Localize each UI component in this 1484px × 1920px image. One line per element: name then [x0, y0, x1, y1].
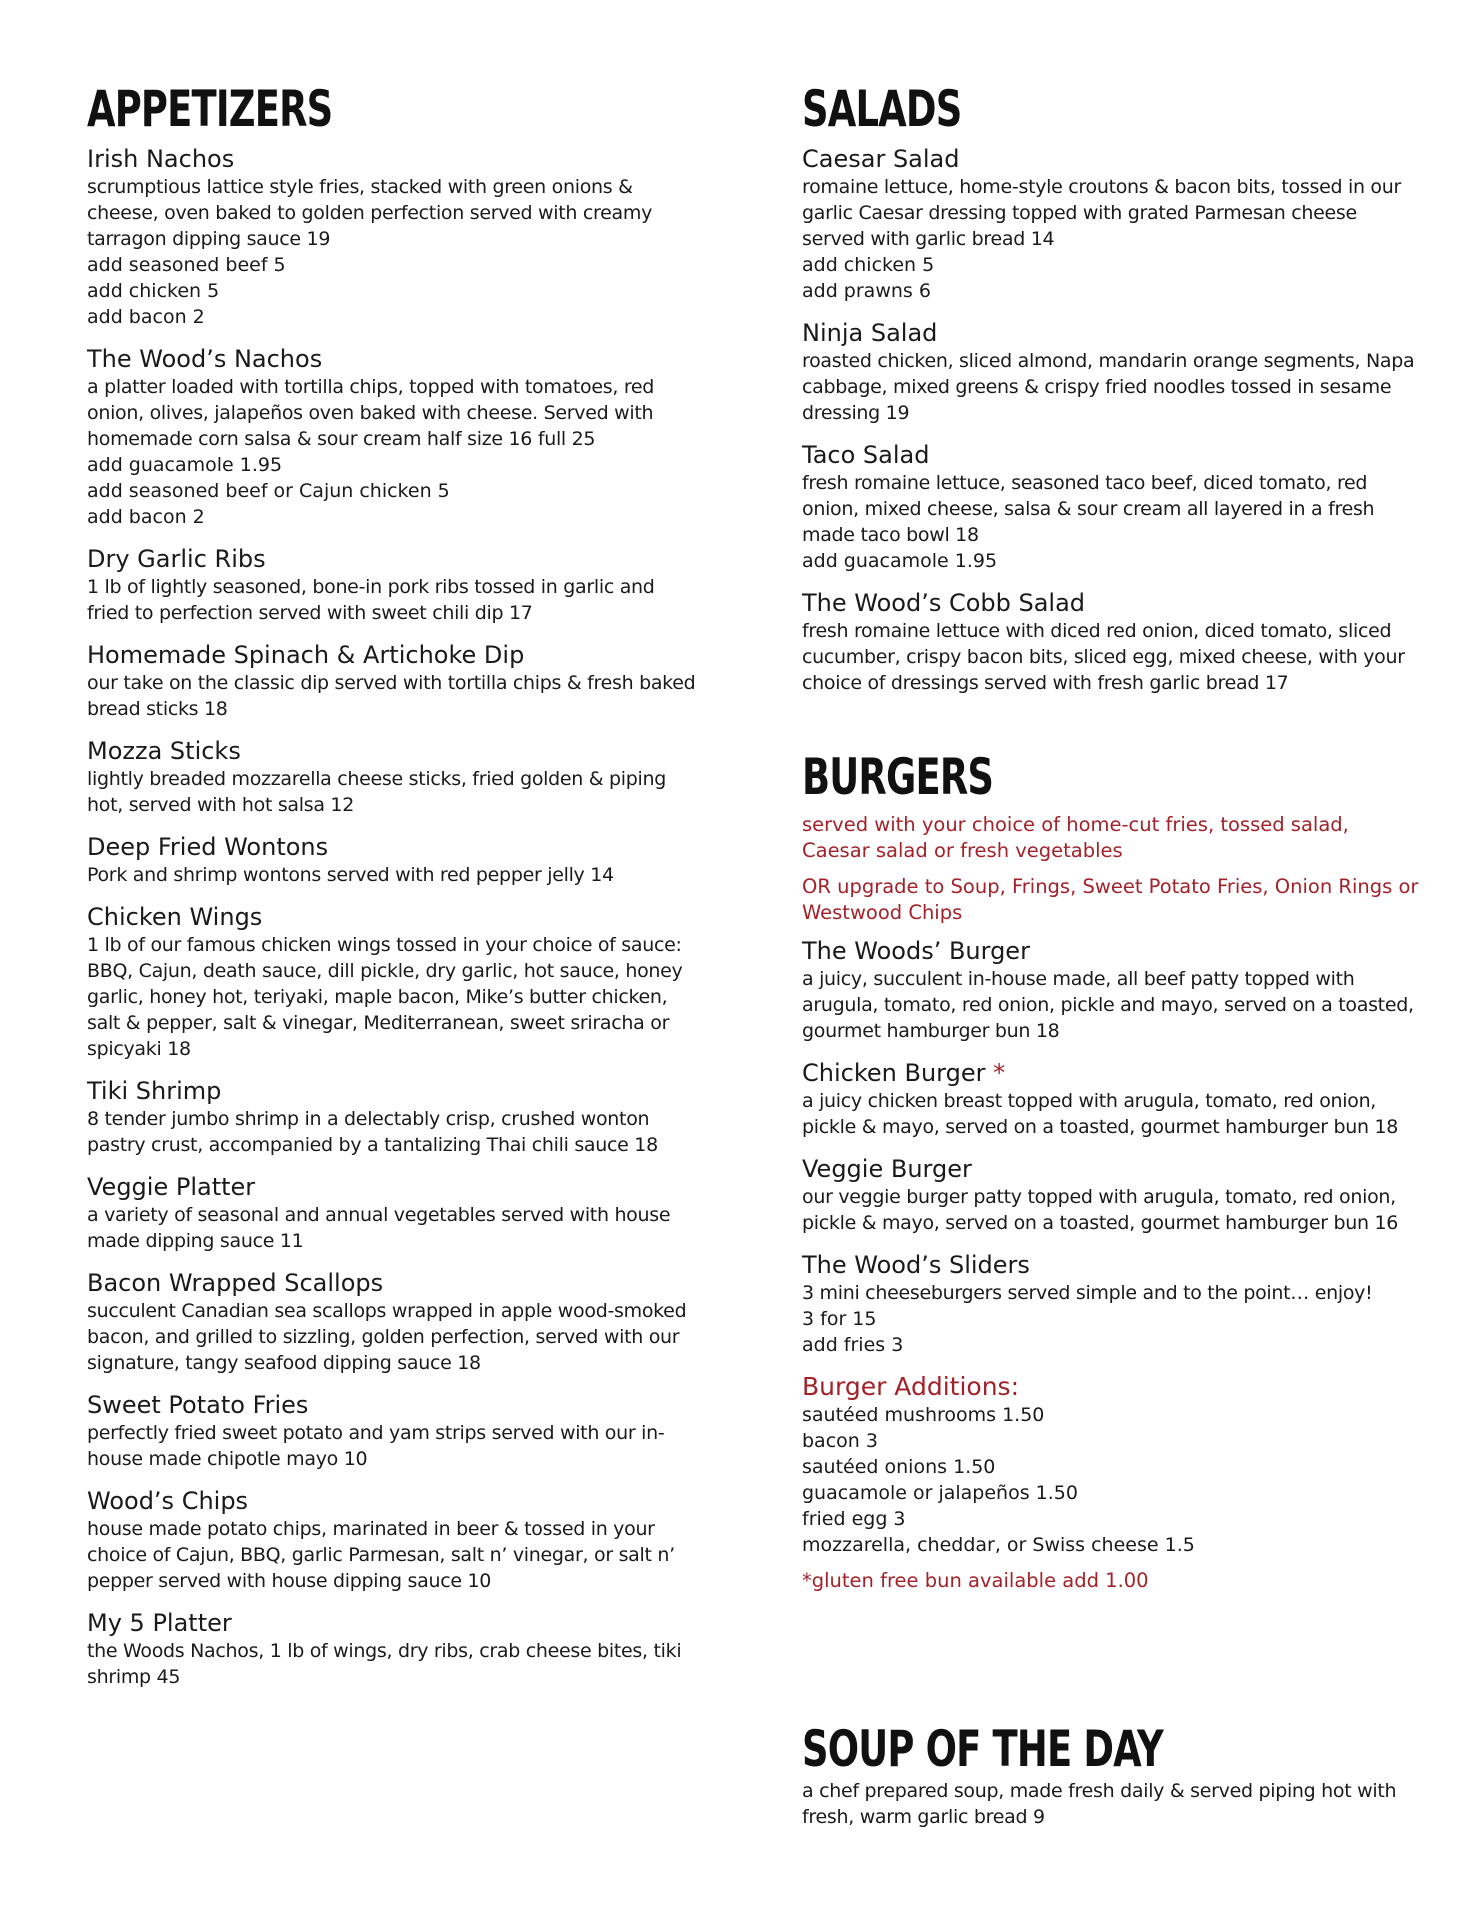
salad-list: [802, 144, 1422, 696]
menu-item: [87, 736, 697, 818]
item-name-text: The Wood’s Sliders: [802, 1251, 1030, 1279]
item-name: [802, 440, 1422, 470]
item-desc: a juicy, succulent in-house made, all beef patty topped with arugula, tomato, red onion, pickle and mayo, served on a toasted, gourmet hamburger bun 18: [802, 968, 1414, 1042]
item-name: [87, 144, 697, 174]
item-addon: add seasoned beef or Cajun chicken 5: [87, 480, 450, 502]
item-addon: add prawns 6: [802, 280, 931, 302]
item-desc: house made potato chips, marinated in beer & tossed in your choice of Cajun, BBQ, garlic Parmesan, salt n’ vinegar, or salt n’ pepper served with house dipping sauce 10: [87, 1518, 675, 1592]
burger-addition: guacamole or jalapeños 1.50: [802, 1482, 1078, 1504]
menu-item: [802, 318, 1422, 426]
item-desc: fresh romaine lettuce, seasoned taco beef, diced tomato, red onion, mixed cheese, salsa & sour cream all layered in a fresh made taco bowl 18: [802, 472, 1375, 546]
salads-title: SALADS: [802, 80, 962, 138]
item-desc: our take on the classic dip served with tortilla chips & fresh baked bread sticks 18: [87, 672, 696, 720]
menu-item: [87, 832, 697, 888]
item-name-text: The Woods’ Burger: [802, 937, 1030, 965]
item-desc: fresh romaine lettuce with diced red onion, diced tomato, sliced cucumber, crispy bacon bits, sliced egg, mixed cheese, with your choice of dressings served with fresh garlic bread 17: [802, 620, 1405, 694]
menu-item: [802, 1154, 1422, 1236]
menu-item: [87, 1172, 697, 1254]
item-name-text: The Wood’s Cobb Salad: [802, 589, 1086, 617]
menu-item: [87, 1486, 697, 1594]
item-name: [87, 902, 697, 932]
item-name: [802, 144, 1422, 174]
burger-addition: mozzarella, cheddar, or Swiss cheese 1.5: [802, 1534, 1195, 1556]
item-desc: 3 mini cheeseburgers served simple and to the point… enjoy!: [802, 1282, 1373, 1304]
burger-additions-title: Burger Additions:: [802, 1372, 1019, 1401]
item-desc: a variety of seasonal and annual vegetables served with house made dipping sauce 11: [87, 1204, 671, 1252]
soup-title: SOUP OF THE DAY: [802, 1720, 1163, 1778]
menu-item: [87, 1390, 697, 1472]
item-name-text: My 5 Platter: [87, 1609, 232, 1637]
salads-section: [802, 82, 1422, 710]
menu-item: [87, 902, 697, 1062]
item-name: [87, 1486, 697, 1516]
burgers-sides-note: served with your choice of home-cut fries, tossed salad, Caesar salad or fresh vegetables: [802, 813, 1349, 862]
soup-section: [802, 1722, 1422, 1830]
item-name-text: Veggie Burger: [802, 1155, 972, 1183]
item-name-text: Chicken Burger: [802, 1059, 986, 1087]
right-column: [802, 82, 1422, 1912]
item-desc: 1 lb of our famous chicken wings tossed in your choice of sauce: BBQ, Cajun, death sauce, dill pickle, dry garlic, hot sauce, honey garlic, honey hot, teriyaki, maple bacon, Mike’s butter chicken, salt & pepper, salt & vinegar, Mediterranean, sweet sriracha or spicyaki 18: [87, 934, 683, 1060]
item-addon: add fries 3: [802, 1334, 904, 1356]
menu-item: [802, 1058, 1422, 1140]
item-desc: lightly breaded mozzarella cheese sticks, fried golden & piping hot, served with hot salsa 12: [87, 768, 667, 816]
menu-item: [87, 1268, 697, 1376]
item-name-text: The Wood’s Nachos: [87, 345, 323, 373]
burger-addition: fried egg 3: [802, 1508, 906, 1530]
appetizer-list: [87, 144, 697, 1690]
item-name-text: Dry Garlic Ribs: [87, 545, 266, 573]
item-name: [802, 1250, 1422, 1280]
burgers-section: [802, 750, 1422, 1604]
item-name-text: Deep Fried Wontons: [87, 833, 329, 861]
item-name-text: Veggie Platter: [87, 1173, 256, 1201]
item-addon: add seasoned beef 5: [87, 254, 286, 276]
burger-list: [802, 936, 1422, 1358]
menu-item: [87, 1608, 697, 1690]
burger-addition: bacon 3: [802, 1430, 878, 1452]
menu-item: [87, 544, 697, 626]
item-desc: a juicy chicken breast topped with arugula, tomato, red onion, pickle & mayo, served on a toasted, gourmet hamburger bun 18: [802, 1090, 1399, 1138]
item-name: [87, 344, 697, 374]
item-name: [87, 1608, 697, 1638]
item-name-text: Caesar Salad: [802, 145, 960, 173]
burgers-title: BURGERS: [802, 748, 994, 806]
item-name: [87, 832, 697, 862]
menu-item: [87, 1076, 697, 1158]
burger-addition: sautéed mushrooms 1.50: [802, 1404, 1045, 1426]
item-name: [802, 1058, 1422, 1088]
item-name-text: Homemade Spinach & Artichoke Dip: [87, 641, 525, 669]
item-name-text: Irish Nachos: [87, 145, 235, 173]
item-name-text: Wood’s Chips: [87, 1487, 249, 1515]
item-desc: the Woods Nachos, 1 lb of wings, dry ribs, crab cheese bites, tiki shrimp 45: [87, 1640, 682, 1688]
item-desc: 1 lb of lightly seasoned, bone-in pork ribs tossed in garlic and fried to perfection served with sweet chili dip 17: [87, 576, 655, 624]
gluten-free-star: *: [993, 1059, 1006, 1087]
menu-item: [802, 1250, 1422, 1358]
item-addon: add bacon 2: [87, 306, 205, 328]
burger-addition: sautéed onions 1.50: [802, 1456, 996, 1478]
item-addon: add guacamole 1.95: [87, 454, 283, 476]
menu-item: [87, 144, 697, 330]
soup-desc: a chef prepared soup, made fresh daily & served piping hot with fresh, warm garlic bread 9: [802, 1780, 1397, 1828]
item-name: [87, 1268, 697, 1298]
item-desc: romaine lettuce, home-style croutons & bacon bits, tossed in our garlic Caesar dressing topped with grated Parmesan cheese served with garlic bread 14: [802, 176, 1402, 250]
appetizers-section: [87, 82, 697, 1704]
burger-additions-list: [802, 1402, 1422, 1558]
item-name: [802, 1154, 1422, 1184]
item-name-text: Ninja Salad: [802, 319, 938, 347]
item-name: [87, 544, 697, 574]
item-desc: 8 tender jumbo shrimp in a delectably crisp, crushed wonton pastry crust, accompanied by a tantalizing Thai chili sauce 18: [87, 1108, 658, 1156]
item-name-text: Sweet Potato Fries: [87, 1391, 309, 1419]
gluten-free-note: *gluten free bun available add 1.00: [802, 1569, 1149, 1592]
item-name: [87, 640, 697, 670]
item-desc: our veggie burger patty topped with arugula, tomato, red onion, pickle & mayo, served on a toasted, gourmet hamburger bun 16: [802, 1186, 1399, 1234]
item-name: [87, 1390, 697, 1420]
menu-item: [802, 144, 1422, 304]
appetizers-title: APPETIZERS: [87, 80, 333, 138]
item-name: [802, 936, 1422, 966]
item-name-text: Bacon Wrapped Scallops: [87, 1269, 384, 1297]
item-desc: scrumptious lattice style fries, stacked with green onions & cheese, oven baked to golden perfection served with creamy tarragon dipping sauce 19: [87, 176, 653, 250]
menu-item: [87, 344, 697, 530]
burgers-upgrade-note: OR upgrade to Soup, Frings, Sweet Potato Fries, Onion Rings or Westwood Chips: [802, 875, 1419, 924]
item-name: [87, 1076, 697, 1106]
item-addon: 3 for 15: [802, 1308, 877, 1330]
item-name-text: Chicken Wings: [87, 903, 263, 931]
item-addon: add bacon 2: [87, 506, 205, 528]
item-addon: add chicken 5: [802, 254, 935, 276]
item-name-text: Mozza Sticks: [87, 737, 241, 765]
item-addon: add guacamole 1.95: [802, 550, 998, 572]
item-name: [87, 1172, 697, 1202]
item-desc: a platter loaded with tortilla chips, topped with tomatoes, red onion, olives, jalapeños oven baked with cheese. Served with homemade corn salsa & sour cream half size 16 full 25: [87, 376, 655, 450]
menu-item: [87, 640, 697, 722]
menu-item: [802, 936, 1422, 1044]
menu-item: [802, 440, 1422, 574]
item-desc: succulent Canadian sea scallops wrapped in apple wood-smoked bacon, and grilled to sizzling, golden perfection, served with our signature, tangy seafood dipping sauce 18: [87, 1300, 687, 1374]
item-name: [802, 318, 1422, 348]
item-name-text: Taco Salad: [802, 441, 930, 469]
item-name: [802, 588, 1422, 618]
item-desc: roasted chicken, sliced almond, mandarin orange segments, Napa cabbage, mixed greens & crispy fried noodles tossed in sesame dressing 19: [802, 350, 1415, 424]
menu-item: [802, 588, 1422, 696]
item-desc: perfectly fried sweet potato and yam strips served with our in-house made chipotle mayo 10: [87, 1422, 665, 1470]
item-desc: Pork and shrimp wontons served with red pepper jelly 14: [87, 864, 614, 886]
item-name: [87, 736, 697, 766]
item-addon: add chicken 5: [87, 280, 220, 302]
item-name-text: Tiki Shrimp: [87, 1077, 222, 1105]
